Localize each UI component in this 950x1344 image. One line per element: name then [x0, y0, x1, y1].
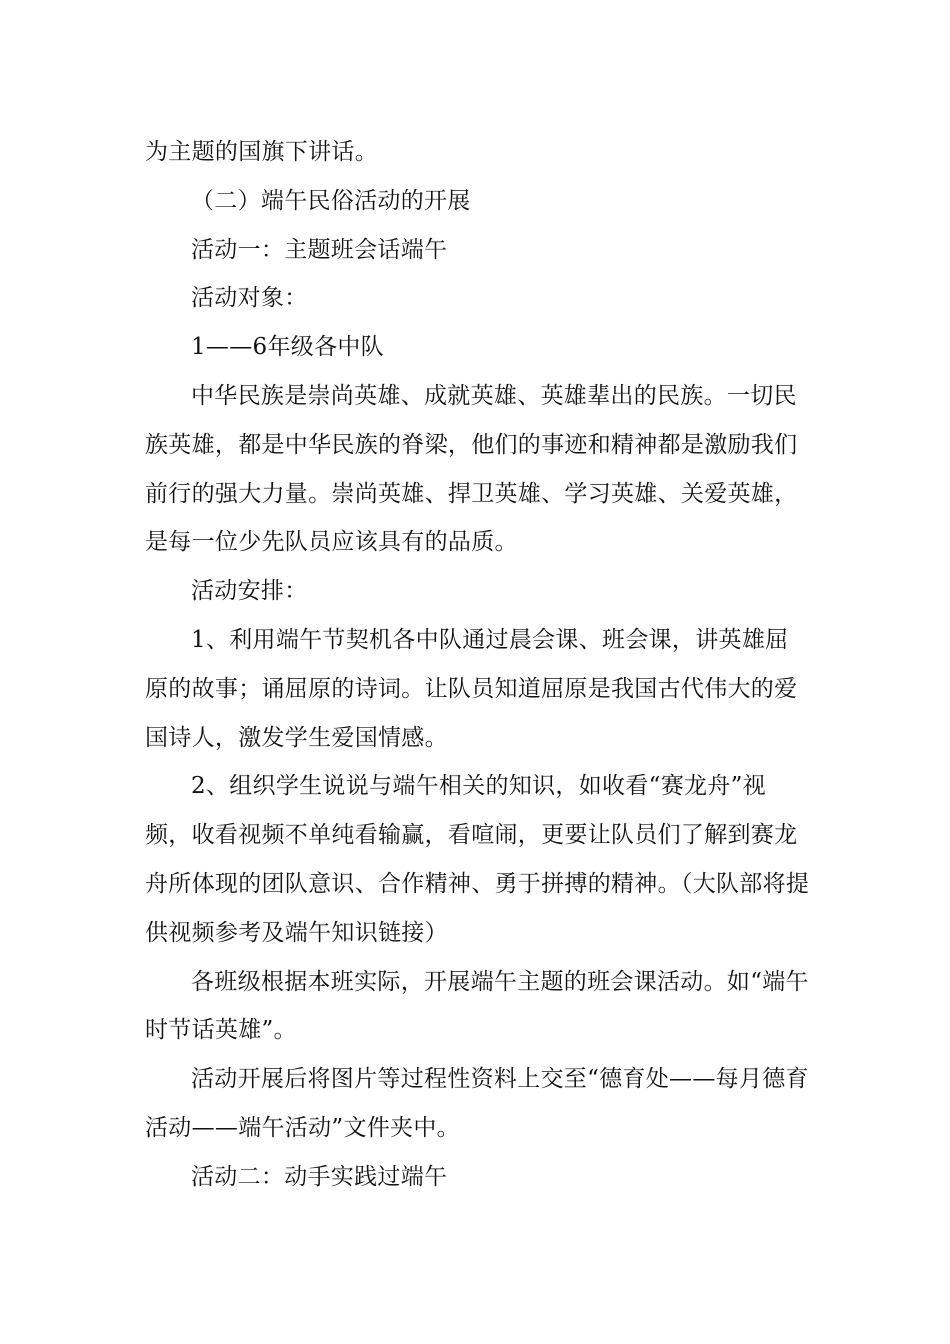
activity-title: 活动一：主题班会话端午	[191, 236, 448, 263]
section-heading: （二）端午民俗活动的开展	[191, 187, 471, 214]
document-body	[145, 128, 810, 1202]
paragraph: 活动开展后将图片等过程性资料上交至“德育处——每月德育活动——端午活动”文件夹中。	[145, 1066, 809, 1141]
paragraph: 中华民族是崇尚英雄、成就英雄、英雄辈出的民族。一切民族英雄，都是中华民族的脊梁，他们的事迹和精神都是激励我们前行的强大力量。崇尚英雄、捍卫英雄、学习英雄、关爱英雄，是每一位少先队员应该具有的品质。	[145, 382, 798, 556]
paragraph: 各班级根据本班实际，开展端午主题的班会课活动。如“端午时节话英雄”。	[145, 968, 809, 1044]
activity-target-label: 活动对象：	[191, 285, 308, 312]
paragraph-continuation: 为主题的国旗下讲话。	[145, 139, 378, 165]
activity-target-value: 1——6年级各中队	[191, 334, 384, 361]
activity-arrangement-label: 活动安排：	[191, 578, 308, 605]
activity-title: 活动二：动手实践过端午	[191, 1163, 448, 1190]
paragraph: 2、组织学生说说与端午相关的知识，如收看“赛龙舟”视频，收看视频不单纯看输赢，看喧闹，更要让队员们了解到赛龙舟所体现的团队意识、合作精神、勇于拼搏的精神。（大队部将提供视频参考及端午知识链接）	[145, 773, 810, 946]
paragraph: 1、利用端午节契机各中队通过晨会课、班会课，讲英雄屈原的故事；诵屈原的诗词。让队员知道屈原是我国古代伟大的爱国诗人，激发学生爱国情感。	[145, 626, 798, 751]
